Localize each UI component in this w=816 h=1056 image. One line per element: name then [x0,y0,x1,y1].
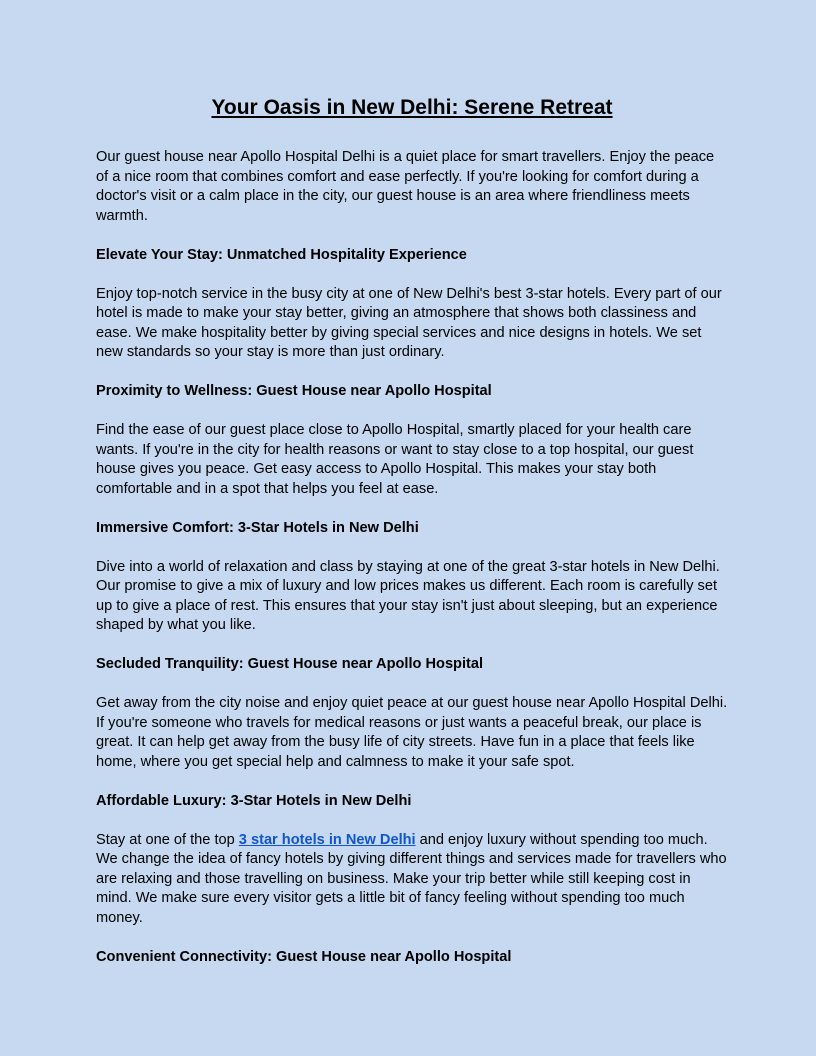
section-body-hospitality: Enjoy top-notch service in the busy city at one of New Delhi's best 3-star hotels. Every part of our hotel is made to make your stay better, giving an atmosphere that shows both classiness and ease. We make hospitality better by giving special services and nice designs in hotels. We set new standards so your stay is more than just ordinary. [96,285,722,360]
section-heading-hospitality: Elevate Your Stay: Unmatched Hospitality Experience [96,246,467,263]
section-heading-affordable: Affordable Luxury: 3-Star Hotels in New Delhi [96,792,412,809]
section-heading-comfort: Immersive Comfort: 3-Star Hotels in New Delhi [96,519,419,536]
document-page [96,94,728,987]
section-body-tranquility: Get away from the city noise and enjoy quiet peace at our guest house near Apollo Hospital Delhi. If you're someone who travels for medical reasons or just wants a peaceful break, our place is great. It can help get away from the busy life of city streets. Have fun in a place that feels like home, where you get special help and calmness to make it your safe spot. [96,695,728,770]
section-body-comfort: Dive into a world of relaxation and class by staying at one of the great 3-star hotels in New Delhi. Our promise to give a mix of luxury and low prices makes us different. Each room is carefully set up to give a place of rest. This ensures that your stay isn't just about sleeping, but an experience shaped by what you like. [96,558,720,633]
section-body-proximity: Find the ease of our guest place close to Apollo Hospital, smartly placed for your health care wants. If you're in the city for health reasons or want to stay close to a top hospital, our guest house gives you peace. Get easy access to Apollo Hospital. This makes your stay both comfortable and in a spot that helps you feel at ease. [96,422,694,497]
intro-paragraph: Our guest house near Apollo Hospital Delhi is a quiet place for smart travellers. Enjoy the peace of a nice room that combines comfort and ease perfectly. If you're looking for comfort during a doctor's visit or a calm place in the city, our guest house is an area where friendliness meets warmth. [96,149,715,224]
section-body-affordable [96,831,728,929]
affordable-text-after-link: and enjoy luxury without spending too much. We change the idea of fancy hotels by giving different things and services made for travellers who are relaxing and those travelling on business. Make your trip better while still keeping cost in mind. We make sure every visitor gets a little bit of fancy feeling without spending too much money. [96,831,727,926]
hotels-link[interactable]: 3 star hotels in New Delhi [238,831,416,848]
section-heading-tranquility: Secluded Tranquility: Guest House near Apollo Hospital [96,656,484,672]
section-heading-connectivity: Convenient Connectivity: Guest House near Apollo Hospital [96,948,512,965]
section-heading-proximity: Proximity to Wellness: Guest House near Apollo Hospital [96,383,492,399]
page-title: Your Oasis in New Delhi: Serene Retreat [211,96,613,119]
affordable-text-before-link: Stay at one of the top [96,831,239,848]
